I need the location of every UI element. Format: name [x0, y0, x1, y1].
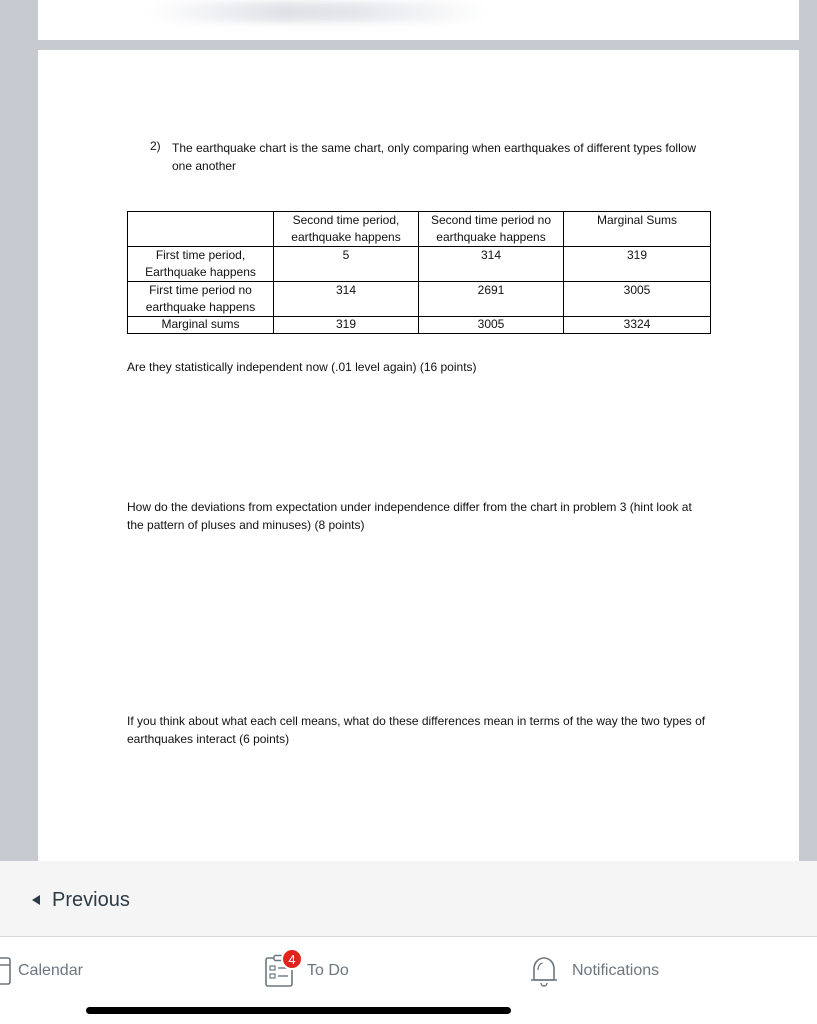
table-cell: 319 — [564, 247, 711, 282]
table-cell: First time period no earthquake happens — [128, 282, 274, 317]
table-cell: 5 — [274, 247, 419, 282]
question-text: The earthquake chart is the same chart, only comparing when earthquakes of different types follow one another — [172, 141, 697, 173]
table-row — [128, 247, 711, 282]
contingency-table — [127, 211, 711, 334]
table-cell: First time period, Earthquake happens — [128, 247, 274, 282]
question-number: 2) — [150, 139, 161, 153]
blurred-content — [148, 2, 488, 22]
table-header-row — [128, 212, 711, 247]
table-row — [128, 317, 711, 334]
previous-label: Previous — [52, 888, 130, 911]
tab-notifications-label: Notifications — [572, 962, 660, 979]
tab-notifications[interactable] — [528, 948, 659, 994]
todo-icon-wrap — [264, 951, 296, 988]
table-cell: 319 — [274, 317, 419, 334]
independence-question: Are they statistically independent now (.01 level again) (16 points) — [127, 360, 477, 374]
table-cell: Marginal sums — [128, 317, 274, 334]
meaning-question: If you think about what each cell means, what do these differences mean in terms of the way the two types of earthquakes interact (6 points) — [127, 714, 706, 746]
table-cell: 3005 — [419, 317, 564, 334]
calendar-icon — [0, 956, 12, 986]
tab-calendar[interactable] — [0, 948, 83, 994]
table-cell: 314 — [419, 247, 564, 282]
table-row — [128, 282, 711, 317]
table-header-cell: Marginal Sums — [564, 212, 711, 247]
table-cell: 3324 — [564, 317, 711, 334]
bell-icon — [528, 954, 560, 988]
caret-left-icon — [32, 895, 40, 905]
table-cell: 2691 — [419, 282, 564, 317]
tab-todo-label: To Do — [307, 962, 349, 979]
table-header-cell: Second time period, earthquake happens — [274, 212, 419, 247]
tab-todo[interactable] — [264, 948, 349, 994]
home-indicator[interactable] — [86, 1007, 511, 1014]
table-header-cell — [128, 212, 274, 247]
deviations-question: How do the deviations from expectation under independence differ from the chart in problem 3 (hint look at the pattern of pluses and minuses) (8 points) — [127, 500, 692, 532]
table-header-cell: Second time period no earthquake happens — [419, 212, 564, 247]
table-cell: 3005 — [564, 282, 711, 317]
todo-badge: 4 — [281, 948, 303, 970]
document-page[interactable] — [38, 50, 799, 861]
tab-calendar-label: Calendar — [18, 962, 83, 979]
previous-page-fragment — [38, 0, 799, 40]
table-cell: 314 — [274, 282, 419, 317]
previous-button[interactable] — [32, 886, 130, 914]
